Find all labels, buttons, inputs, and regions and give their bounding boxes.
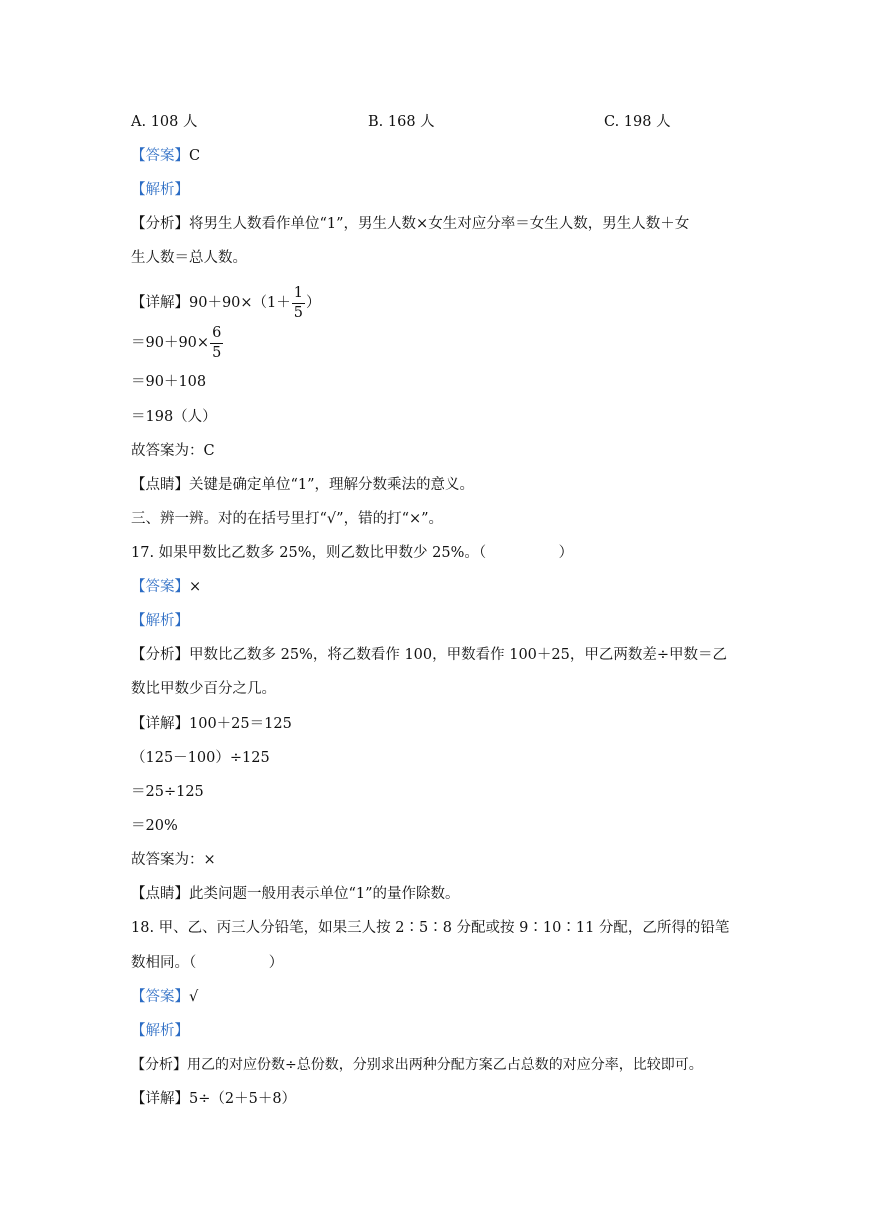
fenxi-text: 将男生人数看作单位“1”，男生人数×女生对应分率＝女生人数，男生人数＋女 xyxy=(189,216,690,232)
fenxi-tag: 【分析】 xyxy=(131,216,189,232)
option-a: A. 108 人 xyxy=(131,114,198,130)
dianjing-tag: 【点睛】 xyxy=(131,886,189,902)
q16-step-3: ＝90＋108 xyxy=(131,374,207,390)
q16-conclusion: 故答案为：C xyxy=(131,443,215,459)
q17-answer-line xyxy=(131,577,201,597)
q17-dianjing-line xyxy=(131,884,460,904)
fraction-six-fifths xyxy=(210,326,223,360)
q17-analysis-line xyxy=(131,611,189,631)
fraction-numerator: 6 xyxy=(210,326,223,344)
q18-analysis-line xyxy=(131,1021,189,1041)
step-text: 100＋25＝125 xyxy=(189,716,292,732)
answer-value: √ xyxy=(189,989,199,1005)
fenxi-tag: 【分析】 xyxy=(131,1057,187,1073)
dianjing-tag: 【点睛】 xyxy=(131,477,189,493)
q16-fenxi-line-1 xyxy=(131,214,689,234)
q16-step-2 xyxy=(131,324,224,362)
q18-stem-line-2: 数相同。（ ） xyxy=(131,955,284,971)
fraction-denominator: 5 xyxy=(293,304,304,321)
xiangjie-tag: 【详解】 xyxy=(131,295,189,311)
q18-answer-line xyxy=(131,987,198,1007)
analysis-tag: 【解析】 xyxy=(131,613,189,629)
fenxi-tag: 【分析】 xyxy=(131,647,189,663)
q17-step-2: （125－100）÷125 xyxy=(131,750,270,766)
answer-value: × xyxy=(189,579,202,595)
analysis-tag: 【解析】 xyxy=(131,182,189,198)
fraction-one-fifth xyxy=(292,286,305,320)
q17-step-1 xyxy=(131,714,292,734)
q16-answer-line xyxy=(131,146,200,166)
answer-tag: 【答案】 xyxy=(131,579,189,595)
fenxi-text: 用乙的对应份数÷总份数，分别求出两种分配方案乙占总数的对应分率，比较即可。 xyxy=(187,1057,703,1073)
fraction-numerator: 1 xyxy=(292,286,305,304)
q17-step-3: ＝25÷125 xyxy=(131,784,204,800)
q17-fenxi-line-2: 数比甲数少百分之几。 xyxy=(131,681,276,697)
q18-fenxi-line xyxy=(131,1055,703,1075)
answer-tag: 【答案】 xyxy=(131,148,189,164)
step-text-end: ） xyxy=(306,295,321,311)
q18-step-1 xyxy=(131,1089,296,1109)
dianjing-text: 关键是确定单位“1”，理解分数乘法的意义。 xyxy=(189,477,475,493)
dianjing-text: 此类问题一般用表示单位“1”的量作除数。 xyxy=(189,886,460,902)
q17-fenxi-line-1 xyxy=(131,645,727,665)
fraction-denominator: 5 xyxy=(212,344,222,361)
step-text: 90＋90×（1＋ xyxy=(189,295,291,311)
xiangjie-tag: 【详解】 xyxy=(131,1091,189,1107)
q16-analysis-line xyxy=(131,180,189,200)
fenxi-text: 甲数比乙数多 25%，将乙数看作 100，甲数看作 100＋25，甲乙两数差÷甲数＝乙 xyxy=(189,647,728,663)
option-b: B. 168 人 xyxy=(368,114,435,130)
xiangjie-tag: 【详解】 xyxy=(131,716,189,732)
section-3-title: 三、辨一辨。对的在括号里打“√”，错的打“×”。 xyxy=(131,511,444,527)
q17-stem: 17. 如果甲数比乙数多 25%，则乙数比甲数少 25%。（ ） xyxy=(131,545,574,561)
answer-value: C xyxy=(189,148,201,164)
option-c: C. 198 人 xyxy=(604,114,671,130)
analysis-tag: 【解析】 xyxy=(131,1023,189,1039)
q18-stem-line-1: 18. 甲、乙、丙三人分铅笔，如果三人按 2∶5∶8 分配或按 9∶10∶11 分配，乙所得的铅笔 xyxy=(131,920,730,936)
answer-tag: 【答案】 xyxy=(131,989,189,1005)
step-text: 5÷（2＋5＋8） xyxy=(189,1091,297,1107)
q16-dianjing-line xyxy=(131,475,474,495)
q16-step-1 xyxy=(131,284,321,322)
q16-step-4: ＝198（人） xyxy=(131,409,217,425)
q17-step-4: ＝20% xyxy=(131,818,178,834)
q16-fenxi-line-2: 生人数＝总人数。 xyxy=(131,250,247,266)
step-text: ＝90＋90× xyxy=(131,335,210,351)
q17-conclusion: 故答案为：× xyxy=(131,852,216,868)
